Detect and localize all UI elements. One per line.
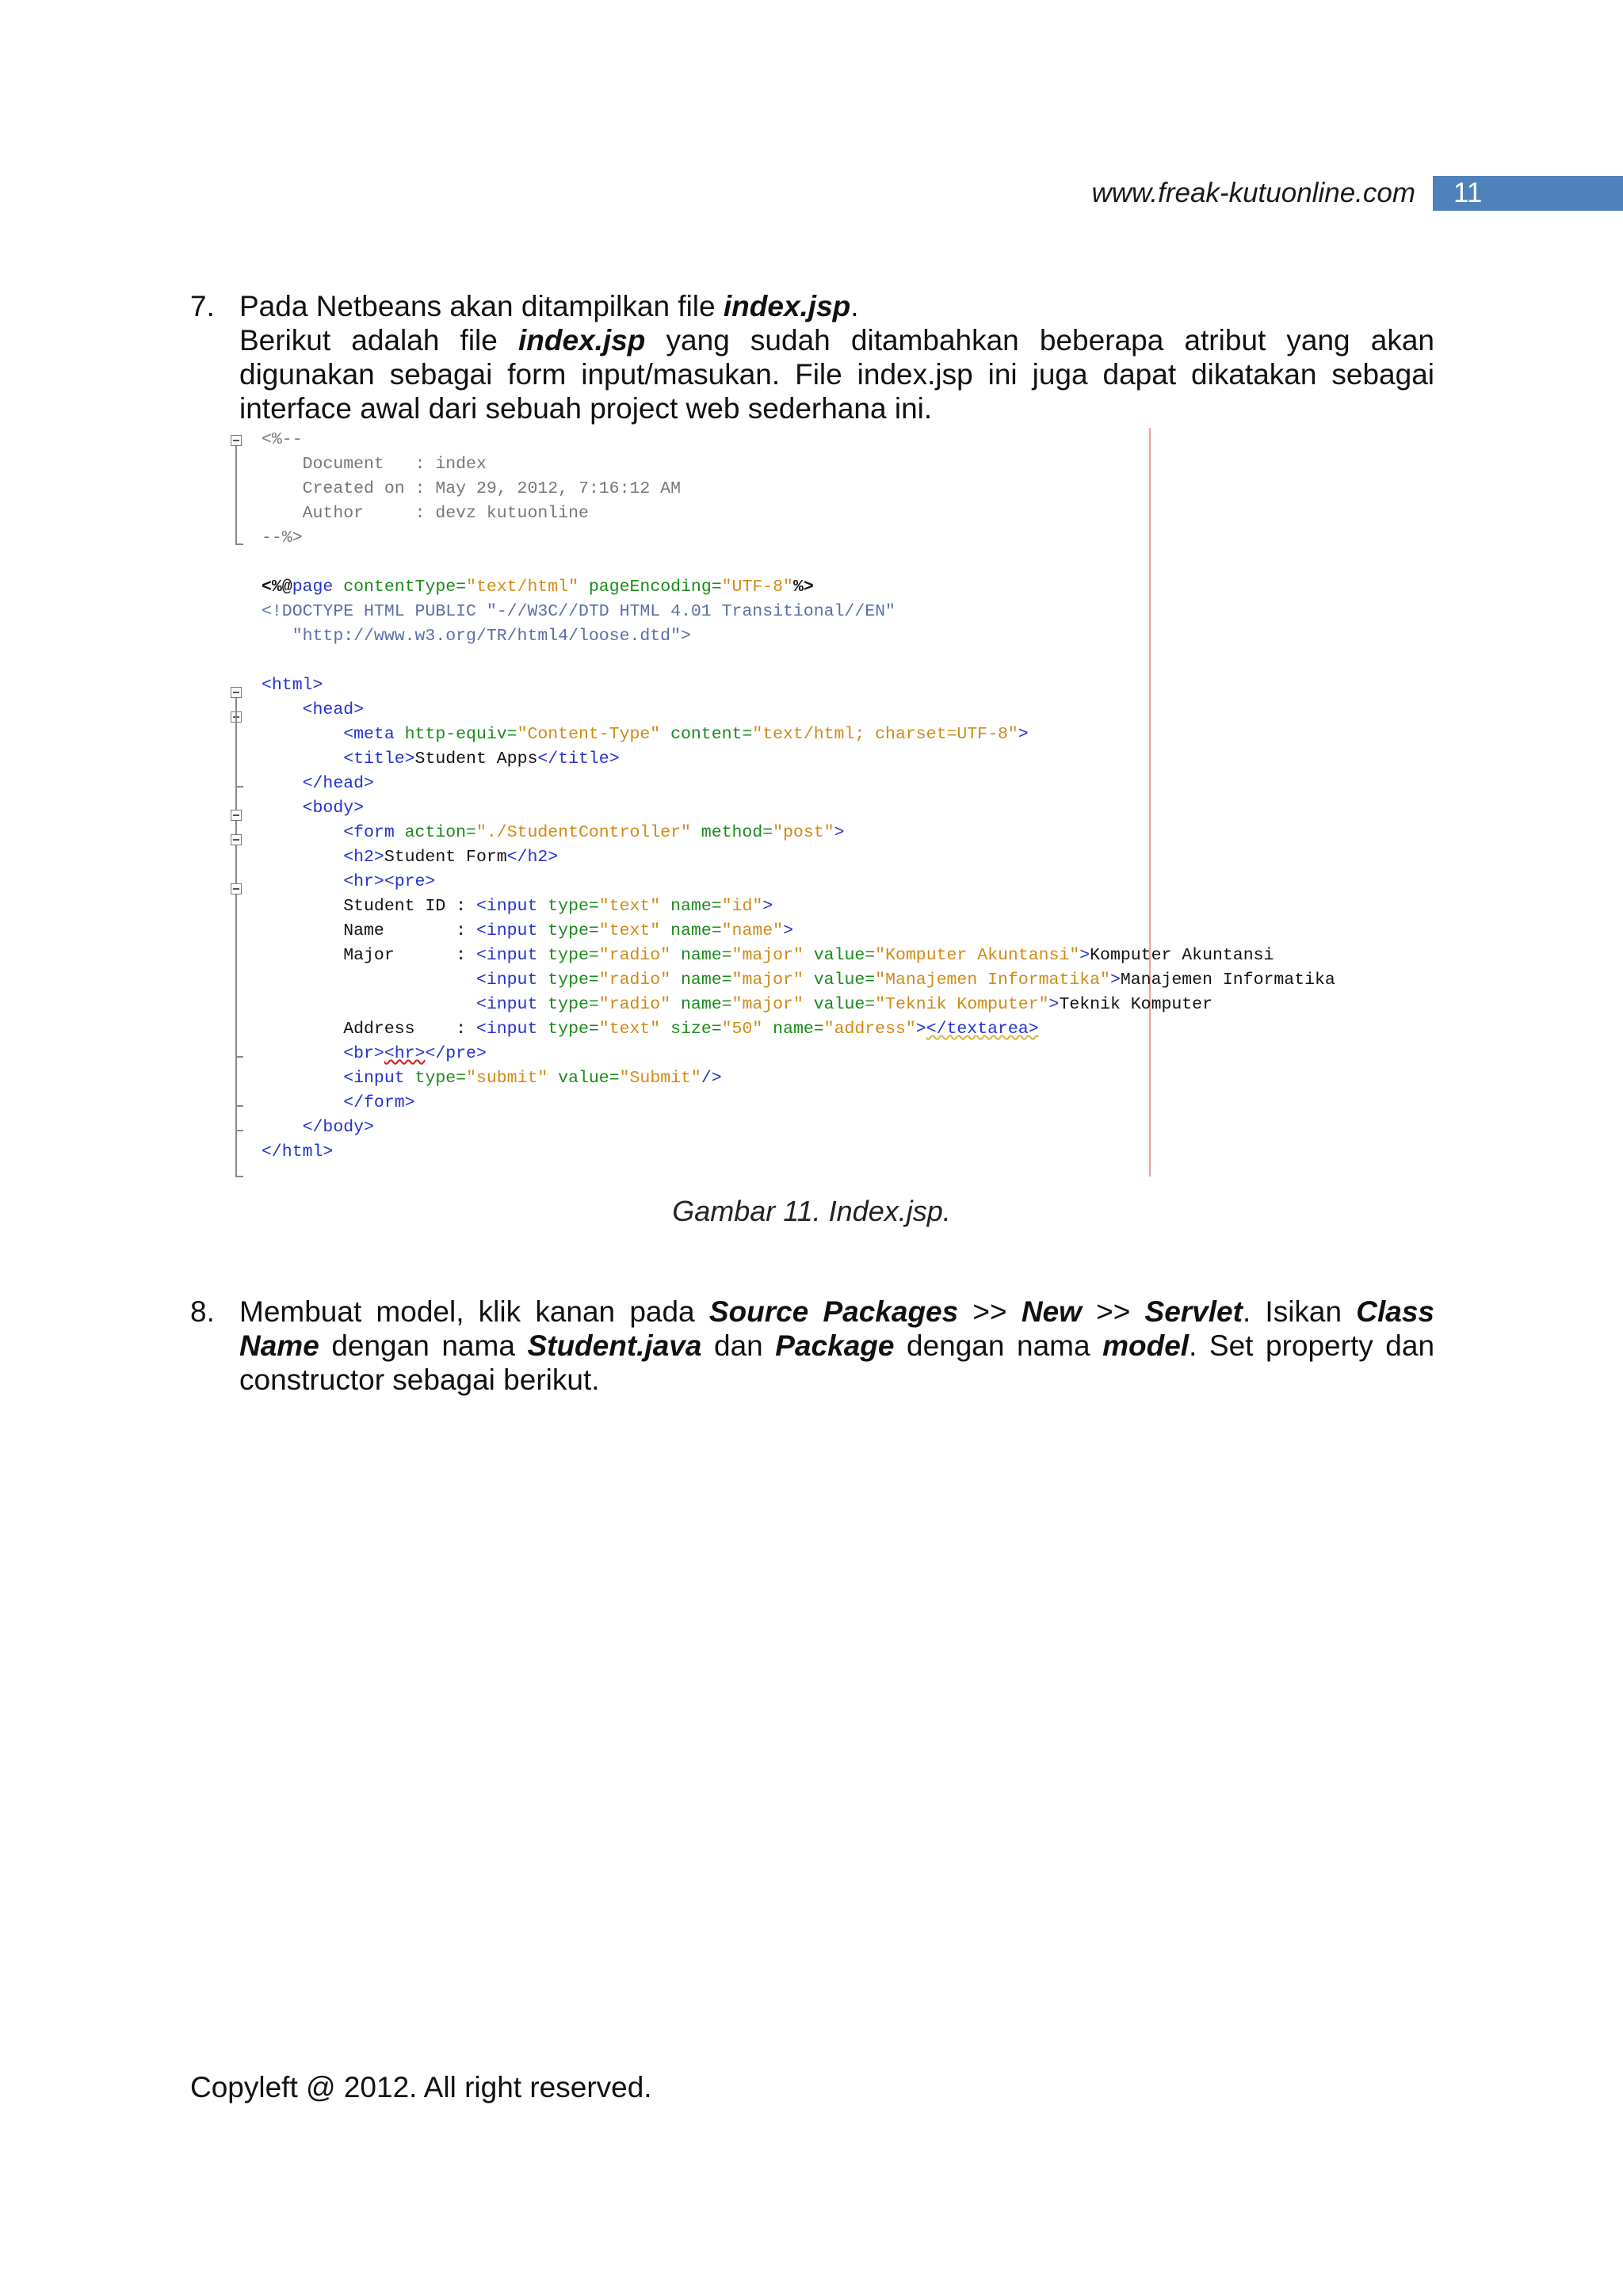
- code-token: Major :: [262, 946, 476, 965]
- code-line: [262, 1042, 487, 1066]
- code-token: "Teknik Komputer": [875, 995, 1049, 1014]
- fold-guide-end: [235, 543, 243, 545]
- filename-emphasis: index.jsp: [518, 324, 646, 357]
- code-line: <head>: [262, 700, 365, 719]
- list-number: 8.: [190, 1295, 215, 1328]
- code-token: name=: [762, 1020, 824, 1039]
- text: Membuat model, klik kanan pada: [239, 1295, 709, 1328]
- code-token: "radio": [598, 971, 671, 990]
- code-token: "text": [598, 921, 661, 940]
- code-line: [262, 1017, 1039, 1042]
- code-token: "text": [598, 1020, 661, 1039]
- code-token: <input: [475, 946, 538, 965]
- code-token: Address :: [262, 1020, 476, 1039]
- code-token: <input: [475, 897, 538, 916]
- code-token: Teknik Komputer: [1059, 995, 1212, 1014]
- code-token: "id": [721, 897, 763, 916]
- code-token: type=: [537, 995, 599, 1014]
- text: >>: [958, 1295, 1022, 1328]
- code-line: [262, 723, 1029, 747]
- code-token: "major": [731, 971, 804, 990]
- fold-collapse-icon[interactable]: [231, 810, 242, 821]
- code-token: Manajemen Informatika: [1120, 971, 1335, 990]
- page-number-badge: 11: [1433, 176, 1623, 211]
- code-token: content=: [660, 725, 753, 744]
- code-token: contentType=: [333, 578, 467, 597]
- code-line: <html>: [262, 676, 323, 695]
- code-line: <hr><pre>: [262, 872, 436, 891]
- code-token: "address": [823, 1020, 916, 1039]
- code-token: <title>: [262, 749, 415, 769]
- emphasis: Source Packages: [708, 1295, 959, 1328]
- code-token: "50": [721, 1020, 763, 1039]
- code-token: "UTF-8": [721, 578, 793, 597]
- code-line: </html>: [262, 1142, 334, 1161]
- code-token: "Manajemen Informatika": [875, 971, 1110, 990]
- code-token: type=: [537, 971, 599, 990]
- code-token: />: [701, 1069, 722, 1088]
- code-token: http-equiv=: [394, 725, 517, 744]
- text: dengan nama: [894, 1329, 1103, 1362]
- fold-guide-end: [235, 1105, 243, 1107]
- code-token: value=: [548, 1069, 620, 1088]
- code-token: pageEncoding=: [579, 578, 722, 597]
- code-token: <meta: [262, 725, 395, 744]
- code-token: </h2>: [506, 848, 559, 867]
- text: >>: [1081, 1295, 1145, 1328]
- code-line: [262, 968, 1335, 993]
- emphasis: Class Name: [239, 1295, 1434, 1362]
- code-token: "text/html; charset=UTF-8": [752, 725, 1018, 744]
- code-line: <!DOCTYPE HTML PUBLIC "-//W3C//DTD HTML 4.01 Transitional//EN": [262, 602, 896, 621]
- code-line: Created on : May 29, 2012, 7:16:12 AM: [262, 479, 681, 498]
- code-token: Student Form: [384, 848, 507, 867]
- footer-copyleft: Copyleft @ 2012. All right reserved.: [190, 2071, 652, 2103]
- code-token: >: [915, 1020, 926, 1039]
- code-line: </body>: [262, 1118, 374, 1137]
- emphasis: Student.java: [527, 1329, 702, 1362]
- code-token: Student Apps: [414, 749, 538, 769]
- fold-guide-end: [235, 786, 243, 788]
- code-token: "post": [773, 823, 834, 842]
- code-screenshot: [222, 428, 1442, 1177]
- code-token: "Submit": [619, 1069, 701, 1088]
- code-line: [262, 747, 620, 772]
- code-line: Document : index: [262, 455, 487, 474]
- code-token: name=: [660, 921, 722, 940]
- fold-guide-end: [235, 1130, 243, 1131]
- code-line: [262, 821, 844, 845]
- text: Pada Netbeans akan ditampilkan file: [239, 290, 724, 322]
- code-token: <input: [475, 921, 538, 940]
- code-token: <form: [262, 823, 395, 842]
- code-token: </pre>: [425, 1044, 487, 1063]
- code-token: [262, 995, 476, 1014]
- filename-emphasis: index.jsp: [723, 290, 851, 322]
- header-website-url: www.freak-kutuonline.com: [1091, 177, 1415, 208]
- code-line: [262, 919, 793, 944]
- fold-guide-end: [235, 1056, 243, 1058]
- code-token: name=: [670, 995, 732, 1014]
- code-token: "./StudentController": [475, 823, 691, 842]
- list-item-8: [190, 1295, 1434, 1397]
- emphasis: New: [1021, 1295, 1082, 1328]
- code-token: <input: [475, 1020, 538, 1039]
- figure-caption: Gambar 11. Index.jsp.: [672, 1195, 951, 1227]
- code-token: >: [783, 921, 793, 940]
- code-line: <body>: [262, 799, 365, 818]
- code-token: <br>: [262, 1044, 384, 1063]
- fold-collapse-icon[interactable]: [231, 687, 242, 698]
- code-token: type=: [537, 1020, 599, 1039]
- list-number: 7.: [190, 290, 215, 322]
- editor-right-margin-line: [1149, 428, 1151, 1177]
- text: .: [850, 290, 859, 322]
- code-line: Author : devz kutuonline: [262, 504, 589, 523]
- code-line: --%>: [262, 528, 303, 547]
- code-line: [262, 845, 558, 870]
- code-token: type=: [404, 1069, 467, 1088]
- code-token: "text/html": [466, 578, 579, 597]
- code-token: <input: [262, 1069, 405, 1088]
- code-token: value=: [803, 995, 876, 1014]
- item7-paragraph: [239, 323, 1434, 425]
- code-token: [262, 971, 476, 990]
- fold-collapse-icon[interactable]: [231, 834, 242, 845]
- item8-paragraph: [239, 1295, 1434, 1397]
- text: dan: [701, 1329, 776, 1362]
- code-token: >: [1109, 971, 1121, 990]
- code-token: Student ID :: [262, 897, 476, 916]
- code-token: value=: [803, 946, 876, 965]
- code-token: type=: [537, 946, 599, 965]
- text: . Isikan: [1242, 1295, 1357, 1328]
- code-token: value=: [803, 971, 876, 990]
- code-token: >: [1018, 725, 1029, 744]
- item7-line1: [239, 289, 1434, 323]
- code-token: "submit": [466, 1069, 548, 1088]
- code-token: "major": [731, 946, 804, 965]
- code-token: "radio": [598, 946, 671, 965]
- code-token: %>: [792, 578, 814, 597]
- code-token: >: [834, 823, 845, 842]
- code-token: "radio": [598, 995, 671, 1014]
- code-token: <input: [475, 971, 538, 990]
- code-token: Name :: [262, 921, 476, 940]
- code-token: >: [1048, 995, 1060, 1014]
- code-token: </textarea>: [926, 1020, 1039, 1039]
- code-token: size=: [660, 1020, 722, 1039]
- code-token: page: [292, 578, 334, 597]
- code-line: "http://www.w3.org/TR/html4/loose.dtd">: [262, 627, 691, 646]
- code-token: <input: [475, 995, 538, 1014]
- code-token: "name": [721, 921, 784, 940]
- code-line: [262, 944, 1274, 968]
- fold-collapse-icon[interactable]: [231, 435, 242, 446]
- code-token: type=: [537, 897, 599, 916]
- code-line: </head>: [262, 774, 374, 793]
- code-line: <%--: [262, 430, 303, 449]
- code-token: "major": [731, 995, 804, 1014]
- text: dengan nama: [319, 1329, 528, 1362]
- code-token: method=: [690, 823, 773, 842]
- code-line: [262, 993, 1212, 1017]
- emphasis: Package: [775, 1329, 895, 1362]
- code-token: "Komputer Akuntansi": [875, 946, 1080, 965]
- code-token: <%@: [262, 578, 292, 597]
- code-token: "text": [598, 897, 661, 916]
- code-token: </title>: [537, 749, 620, 769]
- code-line: [262, 575, 814, 600]
- text: Berikut adalah file: [239, 324, 519, 357]
- text: . Set property dan constructor sebagai berikut.: [239, 1329, 1435, 1396]
- code-line: [262, 894, 773, 919]
- code-token: name=: [670, 971, 732, 990]
- text: yang sudah ditambahkan beberapa atribut yang akan digunakan sebagai form input/masukan. File index.jsp ini juga dapat dikatakan sebagai interface awal dari sebuah project web sederhana ini.: [239, 324, 1435, 425]
- code-token: >: [1079, 946, 1090, 965]
- code-token: type=: [537, 921, 599, 940]
- fold-guide-end: [235, 1176, 243, 1177]
- code-token: "Content-Type": [517, 725, 661, 744]
- code-token: Komputer Akuntansi: [1090, 946, 1274, 965]
- emphasis: Servlet: [1144, 1295, 1243, 1328]
- code-token: <h2>: [262, 848, 384, 867]
- code-token: action=: [394, 823, 476, 842]
- code-token: name=: [660, 897, 722, 916]
- code-line: </form>: [262, 1093, 415, 1112]
- list-item-7: [190, 289, 1434, 425]
- fold-guide: [235, 446, 237, 544]
- code-token: >: [762, 897, 773, 916]
- code-line: [262, 1066, 722, 1091]
- code-token: <hr>: [384, 1044, 426, 1063]
- code-token: name=: [670, 946, 732, 965]
- fold-collapse-icon[interactable]: [231, 883, 242, 894]
- emphasis: model: [1102, 1329, 1190, 1362]
